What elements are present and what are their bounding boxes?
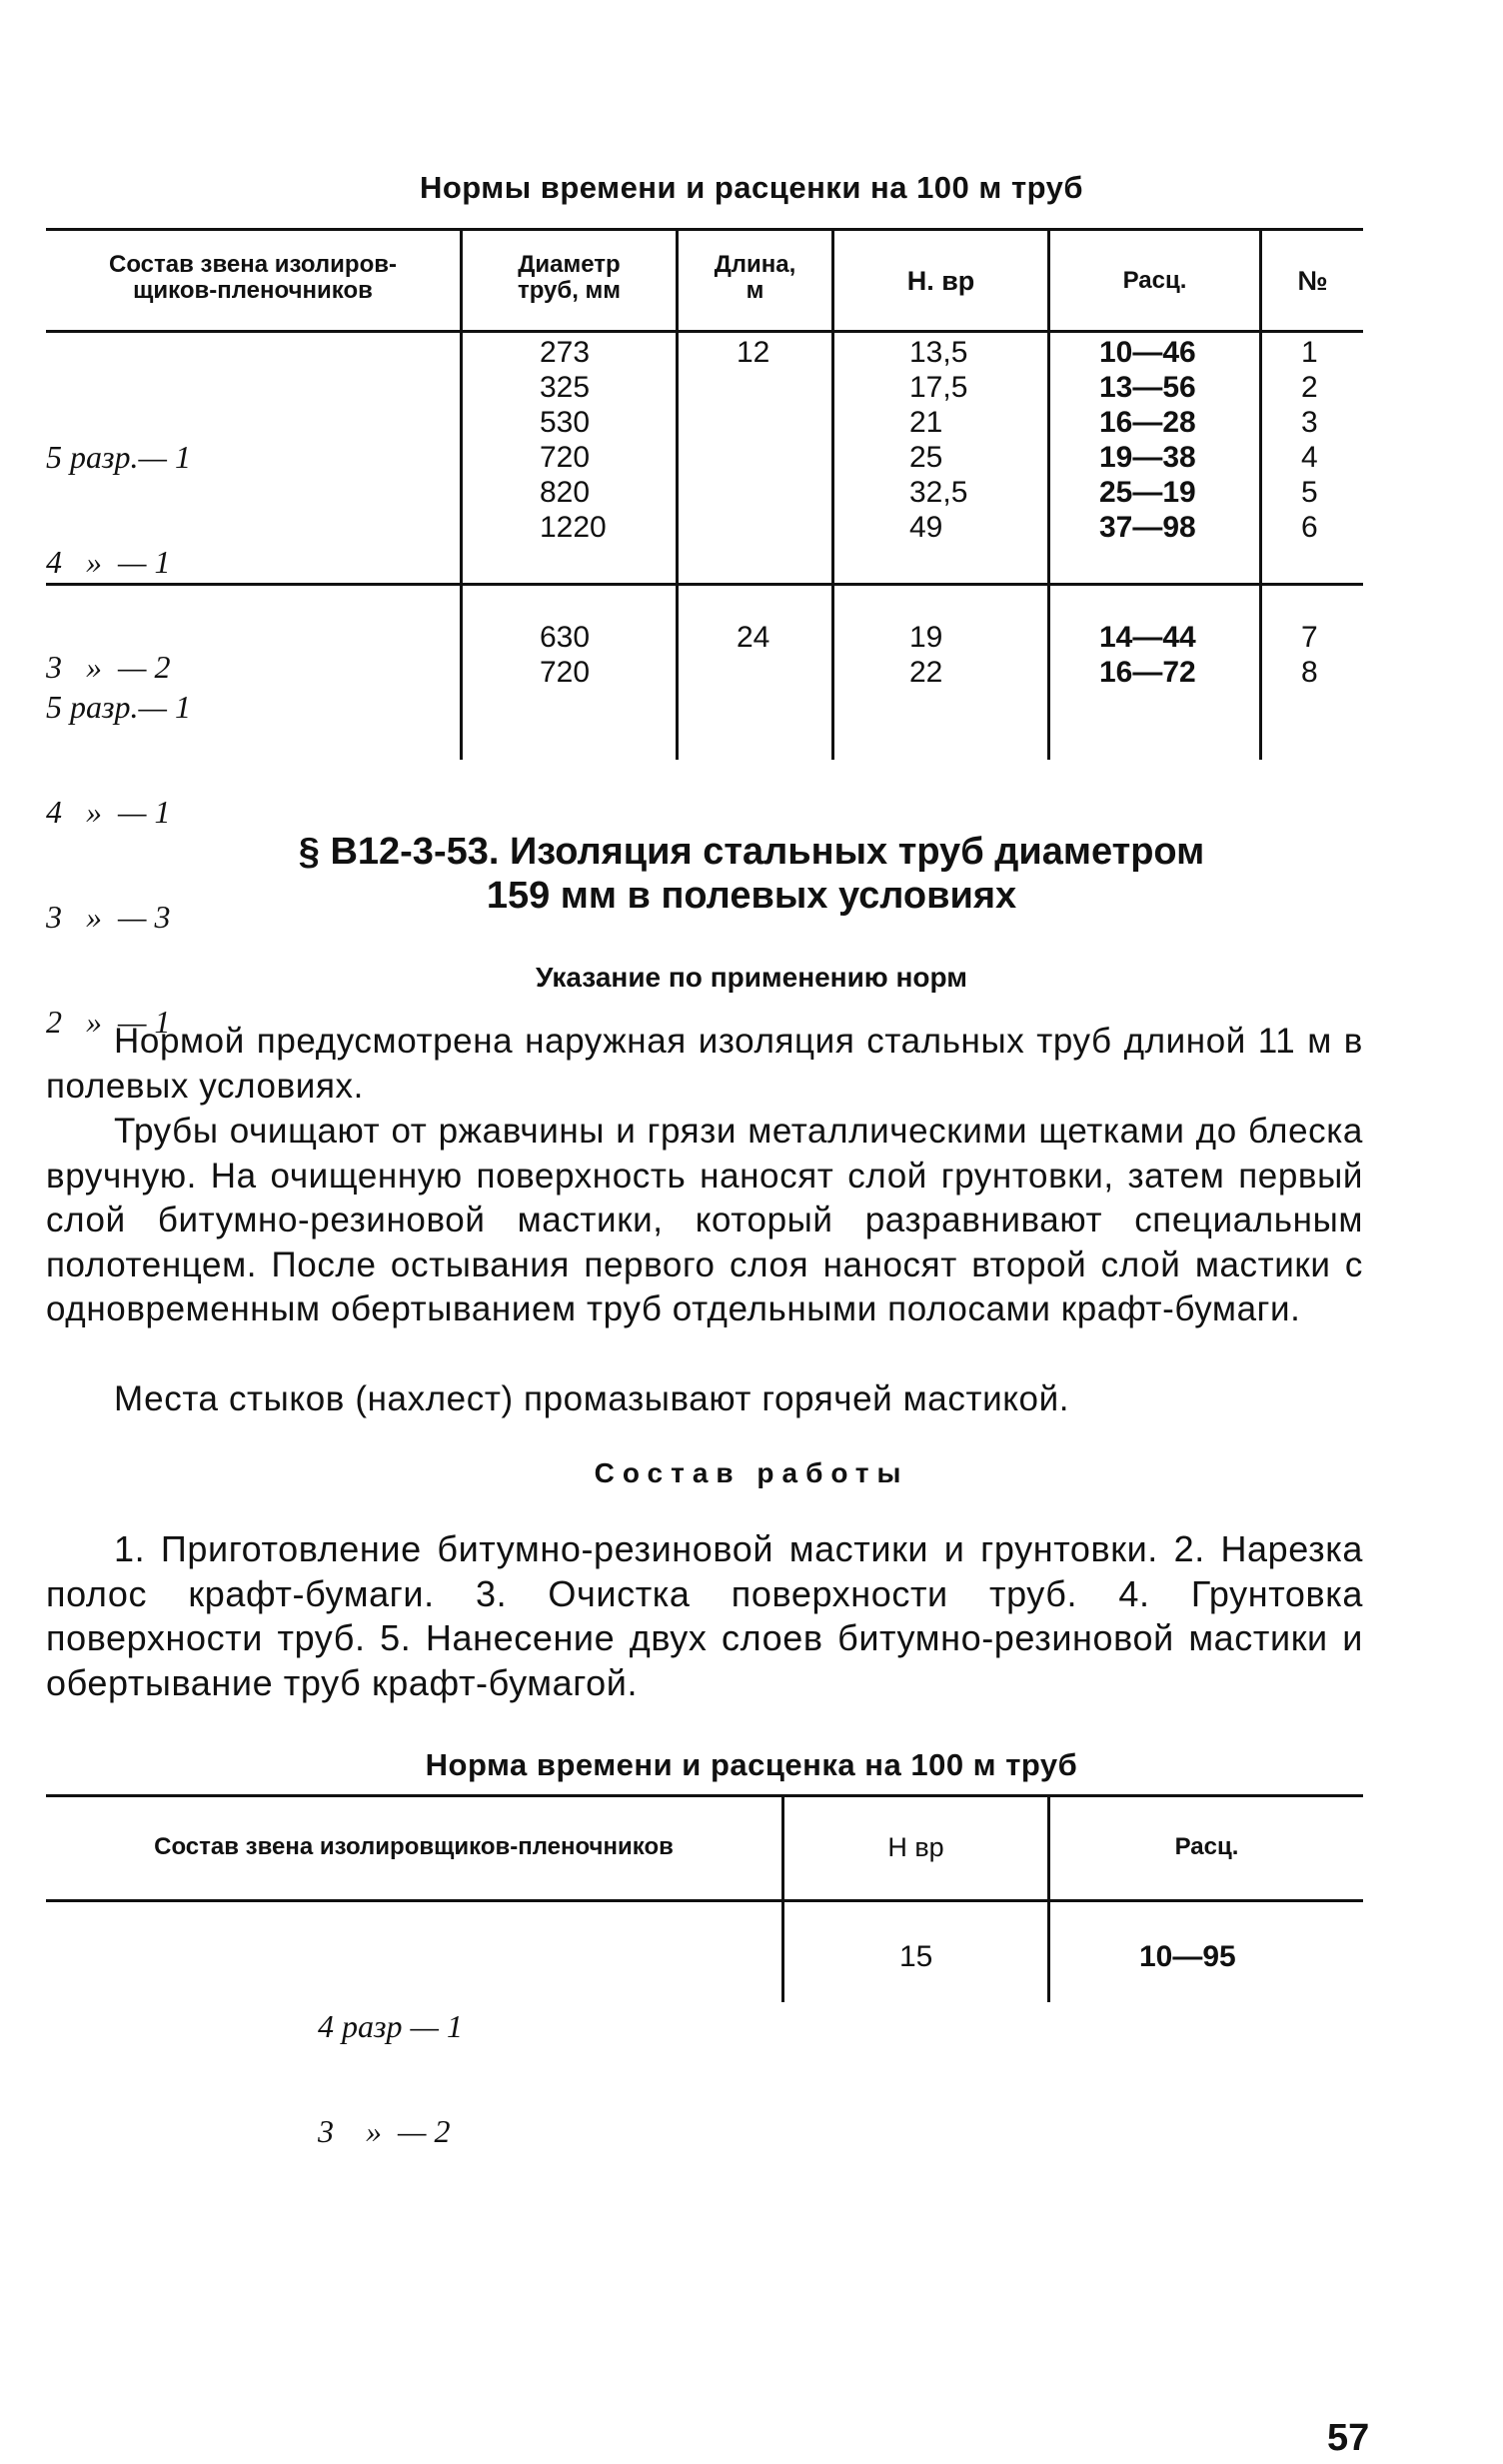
crew-line: 4 » — 1 [46, 544, 171, 580]
table2-col-rule [781, 1794, 784, 2002]
table1-group2-diameters [540, 620, 660, 690]
table-cell: 720 [540, 656, 591, 689]
crew-line: 3 » — 2 [46, 649, 171, 685]
table-cell: 4 [1301, 441, 1318, 474]
work-heading: Состав работы [594, 1457, 909, 1488]
instructions-heading: Указание по применению норм [536, 962, 967, 993]
table1-header-diameter [463, 252, 676, 304]
table-cell: 25 [909, 441, 943, 474]
table1-group1-diameters [540, 335, 660, 545]
table2-top-rule [46, 1794, 1363, 1797]
table1-group2-numbers [1301, 620, 1351, 690]
header-line: Диаметр [518, 251, 621, 278]
header-line: щиков-пленочников [133, 277, 373, 304]
table1-caption: Нормы времени и расценки на 100 м труб [419, 170, 1084, 205]
table-cell: 16—72 [1099, 656, 1196, 689]
header-line: труб, мм [517, 277, 622, 304]
crew-line: 3 » — 3 [46, 899, 171, 935]
work-composition-text: 1. Приготовление битумно-резиновой мастики и грунтовки. 2. Нарезка полос крафт-бумаги. 3. Очистка поверхности труб. 4. Грунтовка поверхности труб. 5. Нанесение двух слоев битумно-резиновой мастики и обертывание труб крафт-бумагой. [46, 1528, 1363, 1703]
table-cell: 5 [1301, 476, 1318, 509]
table2-header-rate: Расц. [1174, 1833, 1239, 1860]
table2-col-rule [1047, 1794, 1050, 2002]
paragraph: Нормой предусмотрена наружная изоляция стальных труб длиной 11 м в полевых условиях. [46, 1022, 1363, 1106]
table-cell: 820 [540, 476, 591, 509]
table-cell: 37—98 [1099, 511, 1196, 544]
table-cell: 13—56 [1099, 371, 1196, 404]
table-cell: 17,5 [909, 371, 968, 404]
table-cell: 1220 [540, 511, 607, 544]
table-cell: 1 [1301, 336, 1318, 369]
table1-header-crew [46, 252, 460, 304]
table-cell: 10—46 [1099, 336, 1196, 369]
table-cell: 530 [540, 406, 591, 439]
table1-col-rule [676, 228, 679, 760]
paragraph: Трубы очищают от ржавчины и грязи металлическими щетками до блеска вручную. На очищенную поверхность наносят слой грунтовки, затем первый слой битумно-резиновой мастики, который разравнивают специальным полотенцем. После остывания первого слоя наносят второй слой мастики с одновременным обертыванием труб отдельными полосами крафт-бумаги. [46, 1112, 1363, 1328]
table1-group2-length: 24 [737, 621, 770, 654]
section-title: 159 мм в полевых условиях [486, 875, 1017, 917]
table1-group1-rates [1099, 335, 1249, 545]
table1-top-rule [46, 228, 1363, 231]
table-cell: 14—44 [1099, 621, 1196, 654]
header-line: Длина, [714, 251, 796, 278]
table-cell: 13,5 [909, 336, 968, 369]
table-cell: 25—19 [1099, 476, 1196, 509]
table2-rate: 10—95 [1139, 1940, 1236, 1973]
table-cell: 16—28 [1099, 406, 1196, 439]
table-cell: 720 [540, 441, 591, 474]
section-title: § В12-3-53. Изоляция стальных труб диаметром [298, 831, 1205, 873]
table2-header-crew: Состав звена изолировщиков-пленочников [154, 1833, 674, 1860]
table1-group1-numbers [1301, 335, 1351, 545]
table2-header-nvr: Н вр [887, 1832, 944, 1862]
paragraph: Места стыков (нахлест) промазывают горячей мастикой. [114, 1379, 1070, 1418]
table-cell: 32,5 [909, 476, 968, 509]
table-cell: 6 [1301, 511, 1318, 544]
table1-header-rule [46, 330, 1363, 333]
crew-line: 3 » — 2 [318, 2113, 451, 2149]
table-cell: 19—38 [1099, 441, 1196, 474]
crew-line: 4 » — 1 [46, 794, 171, 830]
crew-line: 2 » — 1 [46, 1004, 171, 1040]
table-cell: 22 [909, 656, 943, 689]
table-cell: 630 [540, 621, 591, 654]
header-line: Состав звена изолиров- [109, 251, 397, 278]
table1-group2-rates [1099, 620, 1249, 690]
table-cell: 7 [1301, 621, 1318, 654]
page-number: 57 [1327, 2417, 1370, 2459]
table-cell: 8 [1301, 656, 1318, 689]
crew-line: 5 разр.— 1 [46, 689, 191, 725]
crew-line: 4 разр — 1 [318, 2008, 463, 2044]
table-cell: 3 [1301, 406, 1318, 439]
table-cell: 273 [540, 336, 591, 369]
table1-col-rule [1047, 228, 1050, 760]
table1-group1-length: 12 [737, 336, 770, 369]
crew-line: 5 разр.— 1 [46, 439, 191, 475]
table-cell: 21 [909, 406, 943, 439]
table1-col-rule [460, 228, 463, 760]
table-cell: 49 [909, 511, 943, 544]
table1-header-nvr: Н. вр [906, 266, 975, 296]
table1-col-rule [1259, 228, 1262, 760]
table1-group2-nvr [909, 620, 1029, 690]
table1-group1-nvr [909, 335, 1029, 545]
table1-header-number: № [1297, 266, 1328, 296]
table2-caption: Норма времени и расценка на 100 м труб [425, 1747, 1078, 1782]
table-cell: 325 [540, 371, 591, 404]
table2-header-rule [46, 1899, 1363, 1902]
table1-header-rate: Расц. [1122, 267, 1187, 294]
table2-nvr: 15 [899, 1940, 933, 1973]
table-cell: 19 [909, 621, 943, 654]
table1-header-length [679, 252, 831, 304]
table2-crew [318, 1939, 618, 2219]
header-line: м [746, 277, 764, 304]
table-cell: 2 [1301, 371, 1318, 404]
table1-col-rule [831, 228, 834, 760]
